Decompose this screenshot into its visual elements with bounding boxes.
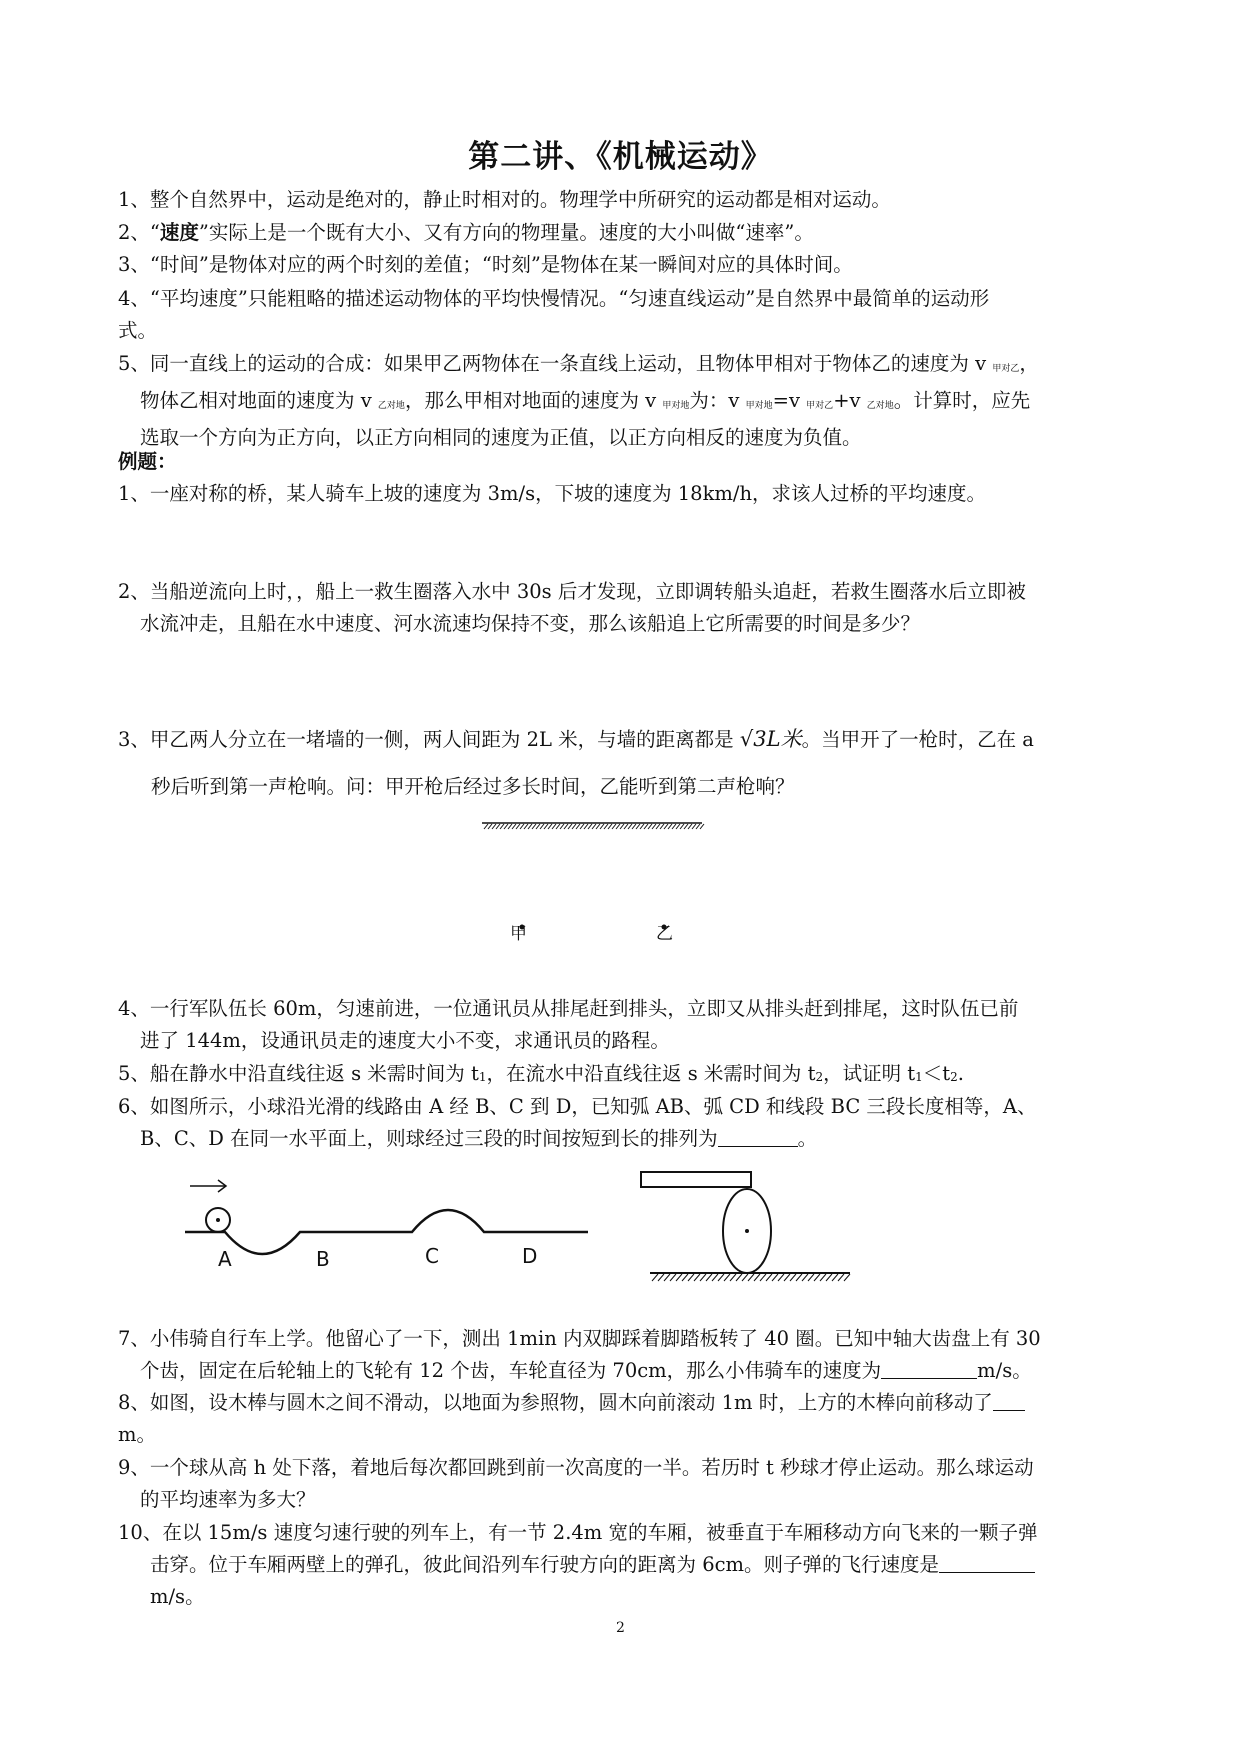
ground-hatch-line bbox=[814, 1274, 820, 1281]
label-C: C bbox=[425, 1244, 439, 1268]
ground-hatch-line bbox=[784, 1274, 790, 1281]
ground-hatch-line bbox=[772, 1274, 778, 1281]
wall-hatch-line bbox=[556, 824, 560, 829]
examples-label: 例题： bbox=[118, 450, 177, 473]
wall-hatch-line bbox=[600, 824, 604, 829]
wall-hatch-line bbox=[680, 824, 684, 829]
wall-hatch-line bbox=[628, 824, 632, 829]
ground-hatch-line bbox=[826, 1274, 832, 1281]
wall-hatch-line bbox=[576, 824, 580, 829]
question-2: 2、当船逆流向上时，，船上一救生圈落入水中 30s 后才发现，立即调转船头追赶，若救生圈落水后立即被 水流冲走，且船在水中速度、河水流速均保持不变，那么该船追上它所需要的时间是多少？ bbox=[118, 580, 1026, 635]
wall-hatch-line bbox=[528, 824, 532, 829]
label-yi: 乙 bbox=[656, 924, 673, 944]
ground-hatch-line bbox=[808, 1274, 814, 1281]
wall-hatch-line bbox=[592, 824, 596, 829]
ground-hatch-line bbox=[778, 1274, 784, 1281]
ground-hatch-line bbox=[832, 1274, 838, 1281]
answer-blank-8 bbox=[993, 1392, 1025, 1411]
ground-hatch-line bbox=[802, 1274, 808, 1281]
question-10: 10、在以 15m/s 速度匀速行驶的列车上，有一节 2.4m 宽的车厢，被垂直于车厢移动方向飞来的一颗子弹 击穿。位于车厢两壁上的弹孔，彼此间沿列车行驶方向的距离为 6cm。则子弹的飞行速度是 m/s。 bbox=[118, 1521, 1038, 1608]
ground-hatch-line bbox=[682, 1274, 688, 1281]
wall-hatch-line bbox=[516, 824, 520, 829]
question-4: 4、一行军队伍长 60m，匀速前进，一位通讯员从排尾赶到排头，立即又从排头赶到排尾，这时队伍已前 进了 144m，设通讯员走的速度大小不变，求通讯员的路程。 bbox=[118, 997, 1019, 1052]
wall-hatch-line bbox=[636, 824, 640, 829]
question-6: 6、如图所示，小球沿光滑的线路由 A 经 B、C 到 D，已知弧 AB、弧 CD 和线段 BC 三段长度相等，A、 B、C、D 在同一水平面上，则球经过三段的时间按短到长的排列为 。 bbox=[118, 1095, 1037, 1150]
ground-hatch-line bbox=[844, 1274, 850, 1281]
wall-hatch-line bbox=[496, 824, 500, 829]
ground-hatch-line bbox=[754, 1274, 760, 1281]
ground-hatch-line bbox=[670, 1274, 676, 1281]
wall-hatch-line bbox=[644, 824, 648, 829]
wall-hatch-line bbox=[508, 824, 512, 829]
wall-hatch-line bbox=[484, 824, 488, 829]
question-5: 5、船在静水中沿直线往返 s 米需时间为 $t_1$，在流水中沿直线往返 s 米需时间为 $t_2$，试证明 $t_1<t_2$. bbox=[118, 1062, 964, 1085]
question-7: 7、小伟骑自行车上学。他留心了一下，测出 1min 内双脚踩着脚踏板转了 40 圈。已知中轴大齿盘上有 30 个齿，固定在后轮轴上的飞轮有 12 个齿，车轮直径为 70cm，那么小伟骑车的速度为 m/s。 bbox=[118, 1327, 1041, 1382]
log-plank-diagram bbox=[640, 1170, 880, 1285]
sqrt-expression: √3L米 bbox=[739, 727, 802, 751]
wall-hatch-line bbox=[492, 824, 496, 829]
wall-hatch-line bbox=[552, 824, 556, 829]
wall-hatch-line bbox=[588, 824, 592, 829]
wall-hatch-line bbox=[656, 824, 660, 829]
label-B: B bbox=[316, 1247, 330, 1271]
track-diagram bbox=[180, 1176, 600, 1291]
question-1: 1、一座对称的桥，某人骑车上坡的速度为 3m/s，下坡的速度为 18km/h，求该人过桥的平均速度。 bbox=[118, 482, 987, 505]
wall-hatch-line bbox=[572, 824, 576, 829]
ground-hatch-line bbox=[700, 1274, 706, 1281]
wall-hatch-line bbox=[520, 824, 524, 829]
wall-hatch-line bbox=[660, 824, 664, 829]
answer-blank-10 bbox=[939, 1554, 1035, 1573]
ground-hatch-line bbox=[688, 1274, 694, 1281]
answer-blank-6 bbox=[718, 1128, 798, 1147]
wall-hatch-line bbox=[652, 824, 656, 829]
point-5: 5、同一直线上的运动的合成：如果甲乙两物体在一条直线上运动，且物体甲相对于物体乙的速度为 v $_{甲对乙}$， 物体乙相对地面的速度为 v $_{乙对地}$，那么甲相对地面的速度为 v $_{甲对地}$为：v $_{甲对地}$=v $_{甲对乙}$+v $_{乙对地}$。计算时，应先 选取一个方向为正方向，以正方向相同的速度为正值，以正方向相反的速度为负值。 bbox=[118, 352, 1039, 449]
ground-hatch-line bbox=[820, 1274, 826, 1281]
wall-hatch-line bbox=[624, 824, 628, 829]
wall-hatch-line bbox=[564, 824, 568, 829]
ground-hatch-line bbox=[658, 1274, 664, 1281]
point-1: 1、整个自然界中，运动是绝对的，静止时相对的。物理学中所研究的运动都是相对运动。 bbox=[118, 188, 891, 211]
ground-hatch-line bbox=[736, 1274, 742, 1281]
ground-hatch-line bbox=[760, 1274, 766, 1281]
wall-hatch-line bbox=[604, 824, 608, 829]
wall-hatch-line bbox=[620, 824, 624, 829]
question-9: 9、一个球从高 h 处下落，着地后每次都回跳到前一次高度的一半。若历时 t 秒球才停止运动。那么球运动 的平均速率为多大？ bbox=[118, 1456, 1034, 1511]
wall-hatch-line bbox=[500, 824, 504, 829]
page-title: 第二讲、《机械运动》 bbox=[468, 139, 773, 175]
wall-hatch-line bbox=[568, 824, 572, 829]
question-3: 3、甲乙两人分立在一堵墙的一侧，两人间距为 2L 米，与墙的距离都是 √3L米。当甲开了一枪时，乙在 a bbox=[118, 727, 1034, 751]
ground-hatch-line bbox=[652, 1274, 658, 1281]
wall-hatch-line bbox=[596, 824, 600, 829]
ground-hatch-line bbox=[718, 1274, 724, 1281]
ground-hatch-line bbox=[694, 1274, 700, 1281]
wall-hatch-line bbox=[616, 824, 620, 829]
wall-hatch-line bbox=[524, 824, 528, 829]
wall-hatch-line bbox=[580, 824, 584, 829]
answer-blank-7 bbox=[881, 1360, 977, 1379]
wall-hatch-line bbox=[668, 824, 672, 829]
label-jia: 甲 bbox=[510, 924, 527, 944]
ground-hatch-line bbox=[730, 1274, 736, 1281]
label-A: A bbox=[218, 1247, 232, 1271]
ground-hatch-line bbox=[766, 1274, 772, 1281]
wall-hatch-line bbox=[532, 824, 536, 829]
ground-hatch-line bbox=[664, 1274, 670, 1281]
ground-hatch-line bbox=[748, 1274, 754, 1281]
ground-hatch-line bbox=[742, 1274, 748, 1281]
wall-hatch-line bbox=[608, 824, 612, 829]
wall-hatch-line bbox=[548, 824, 552, 829]
point-2: 2、“速度”实际上是一个既有大小、又有方向的物理量。速度的大小叫做“速率”。 bbox=[118, 221, 814, 244]
label-D: D bbox=[522, 1244, 538, 1268]
page-number: 2 bbox=[616, 1620, 625, 1636]
question-8: 8、如图，设木棒与圆木之间不滑动，以地面为参照物，圆木向前滚动 1m 时，上方的木棒向前移动了 m。 bbox=[118, 1387, 1025, 1451]
wall-hatch-line bbox=[488, 824, 492, 829]
wall-hatch-line bbox=[612, 824, 616, 829]
point-3: 3、“时间”是物体对应的两个时刻的差值；“时刻”是物体在某一瞬间对应的具体时间。 bbox=[118, 253, 853, 276]
wall-hatch-line bbox=[632, 824, 636, 829]
ground-hatch-line bbox=[724, 1274, 730, 1281]
wall-hatch-line bbox=[684, 824, 688, 829]
wall-hatch-line bbox=[676, 824, 680, 829]
wall-hatch-line bbox=[560, 824, 564, 829]
point-4: 4、“平均速度”只能粗略的描述运动物体的平均快慢情况。“匀速直线运动”是自然界中最简单的运动形 式。 bbox=[118, 287, 990, 342]
wall-hatch-line bbox=[512, 824, 516, 829]
wall-hatch-line bbox=[672, 824, 676, 829]
wall-hatch-line bbox=[584, 824, 588, 829]
wall-hatch-line bbox=[688, 824, 692, 829]
ground-hatch-line bbox=[706, 1274, 712, 1281]
wall-hatch-line bbox=[648, 824, 652, 829]
ground-hatch-line bbox=[796, 1274, 802, 1281]
ground-hatch-line bbox=[676, 1274, 682, 1281]
wall-hatch-line bbox=[700, 824, 704, 829]
wall-hatch-line bbox=[540, 824, 544, 829]
wall-hatch-line bbox=[640, 824, 644, 829]
wall-hatch-line bbox=[536, 824, 540, 829]
wall-diagram bbox=[470, 815, 710, 975]
wall-hatch-line bbox=[544, 824, 548, 829]
wall-hatch-line bbox=[504, 824, 508, 829]
wall-hatch-line bbox=[696, 824, 700, 829]
ground-hatch-line bbox=[712, 1274, 718, 1281]
ground-hatch-line bbox=[790, 1274, 796, 1281]
question-3-cont: 秒后听到第一声枪响。问：甲开枪后经过多长时间，乙能听到第二声枪响？ bbox=[151, 775, 795, 798]
wall-hatch-line bbox=[664, 824, 668, 829]
wall-hatch-line bbox=[692, 824, 696, 829]
ground-hatch-line bbox=[838, 1274, 844, 1281]
